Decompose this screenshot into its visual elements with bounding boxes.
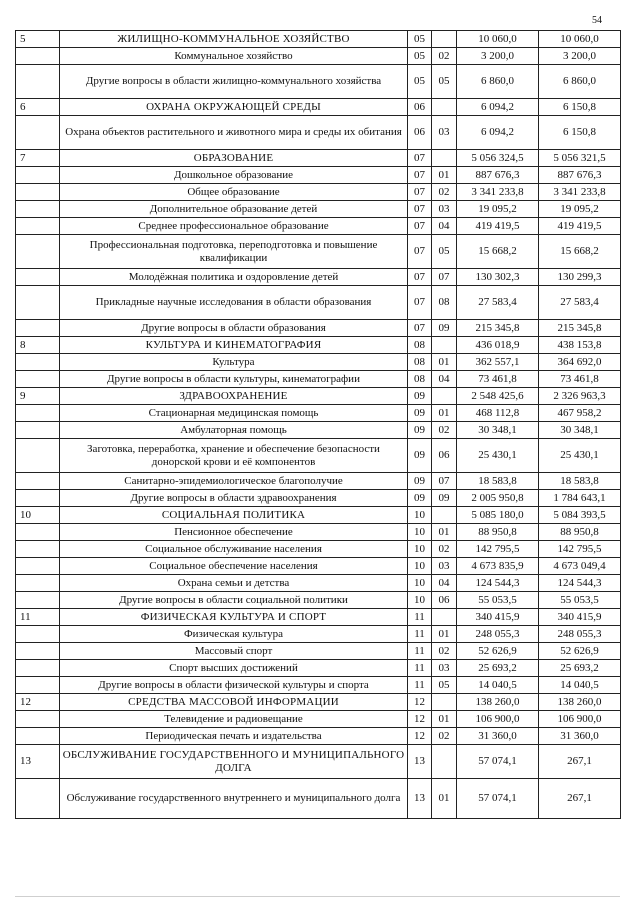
section-row [16, 507, 621, 524]
table-row [16, 184, 621, 201]
value-1-cell: 3 341 233,8 [457, 184, 539, 201]
row-name-cell: Другие вопросы в области социальной политики [60, 592, 408, 609]
row-index-cell [16, 405, 60, 422]
row-index-cell: 5 [16, 31, 60, 48]
subsection-code-cell: 08 [432, 286, 457, 320]
section-code-cell: 12 [408, 694, 432, 711]
row-name-cell: Дошкольное образование [60, 167, 408, 184]
row-name-cell: Профессиональная подготовка, переподготовка и повышение квалификации [60, 235, 408, 269]
table-row [16, 286, 621, 320]
value-2-cell: 215 345,8 [539, 320, 621, 337]
row-name-cell: Периодическая печать и издательства [60, 728, 408, 745]
table-row [16, 320, 621, 337]
table-row [16, 575, 621, 592]
row-index-cell [16, 184, 60, 201]
budget-table-body [16, 31, 621, 819]
section-code-cell: 10 [408, 558, 432, 575]
row-name-cell: ОБСЛУЖИВАНИЕ ГОСУДАРСТВЕННОГО И МУНИЦИПАЛЬНОГО ДОЛГА [60, 745, 408, 779]
value-2-cell: 73 461,8 [539, 371, 621, 388]
subsection-code-cell [432, 388, 457, 405]
value-1-cell: 10 060,0 [457, 31, 539, 48]
section-code-cell: 10 [408, 575, 432, 592]
section-code-cell: 13 [408, 745, 432, 779]
table-row [16, 728, 621, 745]
row-name-cell: Другие вопросы в области здравоохранения [60, 490, 408, 507]
row-index-cell [16, 711, 60, 728]
value-2-cell: 6 860,0 [539, 65, 621, 99]
subsection-code-cell: 04 [432, 575, 457, 592]
value-2-cell: 5 084 393,5 [539, 507, 621, 524]
value-1-cell: 887 676,3 [457, 167, 539, 184]
value-1-cell: 31 360,0 [457, 728, 539, 745]
table-row [16, 371, 621, 388]
subsection-code-cell [432, 609, 457, 626]
row-index-cell: 11 [16, 609, 60, 626]
subsection-code-cell: 01 [432, 626, 457, 643]
value-2-cell: 340 415,9 [539, 609, 621, 626]
row-name-cell: Другие вопросы в области жилищно-коммунального хозяйства [60, 65, 408, 99]
subsection-code-cell: 06 [432, 439, 457, 473]
row-index-cell [16, 116, 60, 150]
row-index-cell [16, 490, 60, 507]
row-name-cell: Телевидение и радиовещание [60, 711, 408, 728]
row-name-cell: Физическая культура [60, 626, 408, 643]
section-code-cell: 11 [408, 609, 432, 626]
value-2-cell: 19 095,2 [539, 201, 621, 218]
value-1-cell: 248 055,3 [457, 626, 539, 643]
subsection-code-cell: 02 [432, 48, 457, 65]
value-1-cell: 2 005 950,8 [457, 490, 539, 507]
table-row [16, 473, 621, 490]
subsection-code-cell: 02 [432, 728, 457, 745]
value-2-cell: 3 341 233,8 [539, 184, 621, 201]
row-index-cell [16, 558, 60, 575]
row-index-cell [16, 422, 60, 439]
section-code-cell: 08 [408, 337, 432, 354]
subsection-code-cell: 03 [432, 660, 457, 677]
table-row [16, 167, 621, 184]
table-row [16, 490, 621, 507]
value-2-cell: 106 900,0 [539, 711, 621, 728]
value-1-cell: 6 094,2 [457, 116, 539, 150]
subsection-code-cell [432, 745, 457, 779]
row-name-cell: ЗДРАВООХРАНЕНИЕ [60, 388, 408, 405]
row-index-cell [16, 779, 60, 819]
value-2-cell: 18 583,8 [539, 473, 621, 490]
subsection-code-cell: 02 [432, 541, 457, 558]
section-code-cell: 07 [408, 320, 432, 337]
value-2-cell: 267,1 [539, 779, 621, 819]
row-index-cell [16, 65, 60, 99]
row-index-cell [16, 167, 60, 184]
table-row [16, 592, 621, 609]
value-1-cell: 30 348,1 [457, 422, 539, 439]
section-code-cell: 11 [408, 660, 432, 677]
subsection-code-cell: 07 [432, 269, 457, 286]
subsection-code-cell [432, 694, 457, 711]
subsection-code-cell: 03 [432, 116, 457, 150]
section-code-cell: 10 [408, 592, 432, 609]
value-2-cell: 142 795,5 [539, 541, 621, 558]
subsection-code-cell [432, 150, 457, 167]
value-2-cell: 2 326 963,3 [539, 388, 621, 405]
row-index-cell: 12 [16, 694, 60, 711]
value-2-cell: 52 626,9 [539, 643, 621, 660]
subsection-code-cell: 06 [432, 592, 457, 609]
row-name-cell: Социальное обеспечение населения [60, 558, 408, 575]
subsection-code-cell: 01 [432, 711, 457, 728]
table-row [16, 660, 621, 677]
subsection-code-cell: 07 [432, 473, 457, 490]
row-name-cell: Массовый спорт [60, 643, 408, 660]
value-2-cell: 6 150,8 [539, 99, 621, 116]
value-2-cell: 467 958,2 [539, 405, 621, 422]
subsection-code-cell: 03 [432, 201, 457, 218]
value-1-cell: 73 461,8 [457, 371, 539, 388]
section-code-cell: 05 [408, 65, 432, 99]
value-1-cell: 106 900,0 [457, 711, 539, 728]
value-1-cell: 5 085 180,0 [457, 507, 539, 524]
table-row [16, 677, 621, 694]
row-name-cell: Среднее профессиональное образование [60, 218, 408, 235]
section-code-cell: 07 [408, 286, 432, 320]
section-code-cell: 07 [408, 184, 432, 201]
subsection-code-cell [432, 31, 457, 48]
row-index-cell [16, 354, 60, 371]
section-code-cell: 05 [408, 31, 432, 48]
value-2-cell: 10 060,0 [539, 31, 621, 48]
value-2-cell: 130 299,3 [539, 269, 621, 286]
value-2-cell: 6 150,8 [539, 116, 621, 150]
table-row [16, 405, 621, 422]
value-2-cell: 88 950,8 [539, 524, 621, 541]
table-row [16, 643, 621, 660]
table-row [16, 524, 621, 541]
subsection-code-cell: 01 [432, 524, 457, 541]
section-code-cell: 11 [408, 626, 432, 643]
row-index-cell: 8 [16, 337, 60, 354]
value-1-cell: 340 415,9 [457, 609, 539, 626]
value-1-cell: 468 112,8 [457, 405, 539, 422]
table-row [16, 558, 621, 575]
section-code-cell: 09 [408, 405, 432, 422]
section-code-cell: 10 [408, 507, 432, 524]
value-1-cell: 5 056 324,5 [457, 150, 539, 167]
row-name-cell: Коммунальное хозяйство [60, 48, 408, 65]
section-code-cell: 09 [408, 490, 432, 507]
subsection-code-cell [432, 337, 457, 354]
page-bottom-line [15, 896, 620, 897]
row-name-cell: Санитарно-эпидемиологическое благополучие [60, 473, 408, 490]
value-2-cell: 27 583,4 [539, 286, 621, 320]
section-code-cell: 07 [408, 218, 432, 235]
value-1-cell: 436 018,9 [457, 337, 539, 354]
row-index-cell [16, 235, 60, 269]
row-name-cell: СОЦИАЛЬНАЯ ПОЛИТИКА [60, 507, 408, 524]
subsection-code-cell: 01 [432, 167, 457, 184]
row-index-cell [16, 269, 60, 286]
section-row [16, 31, 621, 48]
subsection-code-cell: 01 [432, 779, 457, 819]
value-1-cell: 138 260,0 [457, 694, 539, 711]
section-code-cell: 11 [408, 643, 432, 660]
row-name-cell: Культура [60, 354, 408, 371]
row-index-cell [16, 677, 60, 694]
subsection-code-cell: 03 [432, 558, 457, 575]
section-code-cell: 12 [408, 711, 432, 728]
section-code-cell: 12 [408, 728, 432, 745]
row-index-cell: 6 [16, 99, 60, 116]
subsection-code-cell: 09 [432, 490, 457, 507]
row-name-cell: ФИЗИЧЕСКАЯ КУЛЬТУРА И СПОРТ [60, 609, 408, 626]
value-1-cell: 2 548 425,6 [457, 388, 539, 405]
table-row [16, 269, 621, 286]
budget-table [15, 30, 621, 819]
subsection-code-cell: 05 [432, 235, 457, 269]
row-index-cell [16, 286, 60, 320]
section-row [16, 337, 621, 354]
row-index-cell [16, 643, 60, 660]
value-1-cell: 215 345,8 [457, 320, 539, 337]
table-row [16, 65, 621, 99]
section-code-cell: 10 [408, 524, 432, 541]
row-name-cell: Стационарная медицинская помощь [60, 405, 408, 422]
subsection-code-cell: 01 [432, 354, 457, 371]
row-name-cell: Молодёжная политика и оздоровление детей [60, 269, 408, 286]
section-code-cell: 08 [408, 371, 432, 388]
value-2-cell: 138 260,0 [539, 694, 621, 711]
section-code-cell: 09 [408, 439, 432, 473]
value-1-cell: 52 626,9 [457, 643, 539, 660]
section-row [16, 150, 621, 167]
row-index-cell [16, 575, 60, 592]
subsection-code-cell [432, 507, 457, 524]
section-code-cell: 09 [408, 422, 432, 439]
row-index-cell: 9 [16, 388, 60, 405]
subsection-code-cell: 04 [432, 218, 457, 235]
subsection-code-cell: 02 [432, 184, 457, 201]
value-2-cell: 4 673 049,4 [539, 558, 621, 575]
page-number: 54 [592, 15, 602, 26]
table-row [16, 626, 621, 643]
table-row [16, 116, 621, 150]
value-1-cell: 3 200,0 [457, 48, 539, 65]
table-row [16, 354, 621, 371]
value-2-cell: 364 692,0 [539, 354, 621, 371]
value-1-cell: 19 095,2 [457, 201, 539, 218]
row-index-cell [16, 201, 60, 218]
row-name-cell: Другие вопросы в области образования [60, 320, 408, 337]
row-index-cell [16, 473, 60, 490]
value-2-cell: 55 053,5 [539, 592, 621, 609]
section-code-cell: 06 [408, 116, 432, 150]
value-1-cell: 6 094,2 [457, 99, 539, 116]
row-index-cell [16, 524, 60, 541]
row-name-cell: Спорт высших достижений [60, 660, 408, 677]
value-2-cell: 5 056 321,5 [539, 150, 621, 167]
section-code-cell: 09 [408, 473, 432, 490]
value-2-cell: 124 544,3 [539, 575, 621, 592]
row-name-cell: ЖИЛИЩНО-КОММУНАЛЬНОЕ ХОЗЯЙСТВО [60, 31, 408, 48]
row-name-cell: Амбулаторная помощь [60, 422, 408, 439]
row-name-cell: Общее образование [60, 184, 408, 201]
value-1-cell: 124 544,3 [457, 575, 539, 592]
value-1-cell: 14 040,5 [457, 677, 539, 694]
subsection-code-cell: 01 [432, 405, 457, 422]
value-1-cell: 142 795,5 [457, 541, 539, 558]
row-index-cell [16, 371, 60, 388]
row-name-cell: Другие вопросы в области культуры, кинематографии [60, 371, 408, 388]
value-2-cell: 1 784 643,1 [539, 490, 621, 507]
value-2-cell: 25 693,2 [539, 660, 621, 677]
section-code-cell: 06 [408, 99, 432, 116]
row-index-cell: 7 [16, 150, 60, 167]
section-row [16, 609, 621, 626]
value-1-cell: 57 074,1 [457, 779, 539, 819]
section-row [16, 388, 621, 405]
row-index-cell [16, 320, 60, 337]
section-row [16, 694, 621, 711]
section-row [16, 99, 621, 116]
row-name-cell: ОБРАЗОВАНИЕ [60, 150, 408, 167]
value-1-cell: 15 668,2 [457, 235, 539, 269]
subsection-code-cell: 04 [432, 371, 457, 388]
value-2-cell: 419 419,5 [539, 218, 621, 235]
value-1-cell: 27 583,4 [457, 286, 539, 320]
section-code-cell: 07 [408, 235, 432, 269]
section-code-cell: 07 [408, 269, 432, 286]
table-row [16, 422, 621, 439]
value-1-cell: 18 583,8 [457, 473, 539, 490]
value-1-cell: 4 673 835,9 [457, 558, 539, 575]
row-index-cell [16, 660, 60, 677]
value-1-cell: 130 302,3 [457, 269, 539, 286]
row-name-cell: Пенсионное обеспечение [60, 524, 408, 541]
value-1-cell: 88 950,8 [457, 524, 539, 541]
table-row [16, 439, 621, 473]
section-code-cell: 07 [408, 201, 432, 218]
value-2-cell: 267,1 [539, 745, 621, 779]
table-row [16, 48, 621, 65]
row-name-cell: Дополнительное образование детей [60, 201, 408, 218]
table-row [16, 235, 621, 269]
subsection-code-cell [432, 99, 457, 116]
table-row [16, 218, 621, 235]
value-1-cell: 25 693,2 [457, 660, 539, 677]
row-name-cell: Прикладные научные исследования в области образования [60, 286, 408, 320]
section-code-cell: 08 [408, 354, 432, 371]
table-row [16, 541, 621, 558]
value-2-cell: 887 676,3 [539, 167, 621, 184]
row-index-cell [16, 626, 60, 643]
subsection-code-cell: 02 [432, 643, 457, 660]
section-code-cell: 13 [408, 779, 432, 819]
value-2-cell: 248 055,3 [539, 626, 621, 643]
section-code-cell: 11 [408, 677, 432, 694]
table-row [16, 201, 621, 218]
row-index-cell: 13 [16, 745, 60, 779]
row-index-cell: 10 [16, 507, 60, 524]
section-code-cell: 09 [408, 388, 432, 405]
row-name-cell: Обслуживание государственного внутреннего и муниципального долга [60, 779, 408, 819]
row-index-cell [16, 541, 60, 558]
row-index-cell [16, 48, 60, 65]
value-2-cell: 14 040,5 [539, 677, 621, 694]
table-row [16, 711, 621, 728]
value-2-cell: 30 348,1 [539, 422, 621, 439]
row-name-cell: СРЕДСТВА МАССОВОЙ ИНФОРМАЦИИ [60, 694, 408, 711]
section-code-cell: 05 [408, 48, 432, 65]
subsection-code-cell: 09 [432, 320, 457, 337]
value-1-cell: 6 860,0 [457, 65, 539, 99]
row-name-cell: Охрана объектов растительного и животного мира и среды их обитания [60, 116, 408, 150]
value-1-cell: 25 430,1 [457, 439, 539, 473]
value-2-cell: 438 153,8 [539, 337, 621, 354]
value-1-cell: 57 074,1 [457, 745, 539, 779]
section-row [16, 745, 621, 779]
table-row [16, 779, 621, 819]
value-2-cell: 25 430,1 [539, 439, 621, 473]
row-index-cell [16, 728, 60, 745]
value-2-cell: 31 360,0 [539, 728, 621, 745]
value-2-cell: 15 668,2 [539, 235, 621, 269]
row-index-cell [16, 218, 60, 235]
section-code-cell: 10 [408, 541, 432, 558]
subsection-code-cell: 02 [432, 422, 457, 439]
value-2-cell: 3 200,0 [539, 48, 621, 65]
subsection-code-cell: 05 [432, 65, 457, 99]
section-code-cell: 07 [408, 167, 432, 184]
row-name-cell: ОХРАНА ОКРУЖАЮЩЕЙ СРЕДЫ [60, 99, 408, 116]
section-code-cell: 07 [408, 150, 432, 167]
row-name-cell: Другие вопросы в области физической культуры и спорта [60, 677, 408, 694]
subsection-code-cell: 05 [432, 677, 457, 694]
row-name-cell: КУЛЬТУРА И КИНЕМАТОГРАФИЯ [60, 337, 408, 354]
row-name-cell: Социальное обслуживание населения [60, 541, 408, 558]
row-index-cell [16, 592, 60, 609]
value-1-cell: 362 557,1 [457, 354, 539, 371]
row-name-cell: Заготовка, переработка, хранение и обеспечение безопасности донорской крови и её компонентов [60, 439, 408, 473]
row-index-cell [16, 439, 60, 473]
value-1-cell: 419 419,5 [457, 218, 539, 235]
value-1-cell: 55 053,5 [457, 592, 539, 609]
row-name-cell: Охрана семьи и детства [60, 575, 408, 592]
